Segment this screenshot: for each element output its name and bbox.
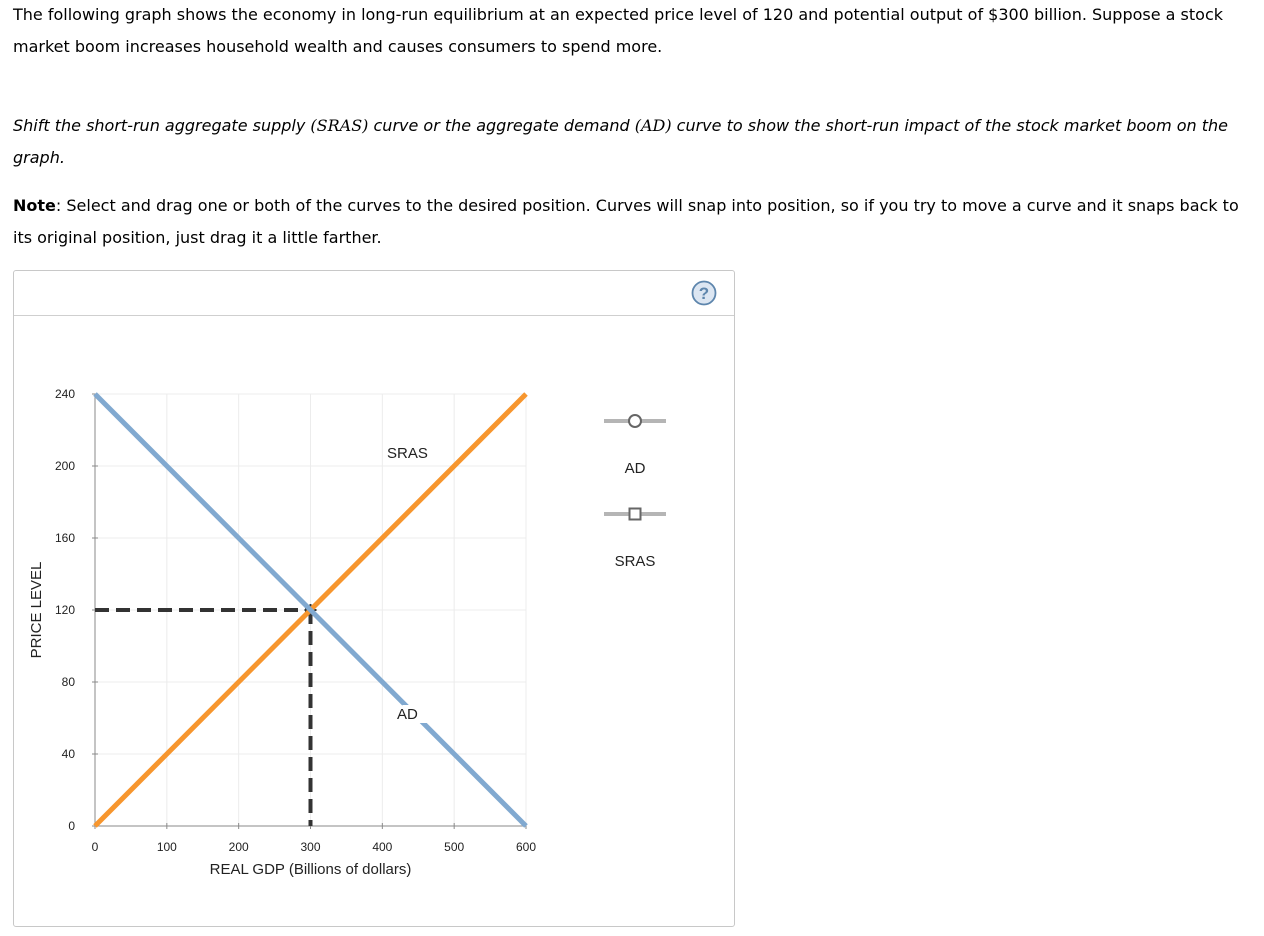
instruction-part-2: curve or the aggregate demand <box>368 116 635 135</box>
x-axis-title: REAL GDP (Billions of dollars) <box>209 861 412 878</box>
instruction-ad-abbrev: (AD) <box>634 116 672 135</box>
y-tick-label: 200 <box>54 459 75 473</box>
ad-curve-label: AD <box>397 706 418 723</box>
note-paragraph <box>13 190 1248 254</box>
instruction-part-3: curve to show the short-run impact of the stock market boom on the graph. <box>13 116 1229 167</box>
y-tick-label: 120 <box>54 603 75 617</box>
note-text: : Select and drag one or both of the curves to the desired position. Curves will snap into position, so if you try to move a curve and it snaps back to its original position, just drag it a little farther. <box>13 196 1239 247</box>
instruction-sras-abbrev: (SRAS) <box>310 116 369 135</box>
svg-text:?: ? <box>698 284 710 303</box>
graph-panel <box>13 270 735 927</box>
x-tick-label: 500 <box>444 840 465 854</box>
x-tick-label: 100 <box>156 840 177 854</box>
question-instruction <box>13 110 1248 174</box>
y-axis-title: PRICE LEVEL <box>28 561 45 659</box>
x-tick-label: 300 <box>300 840 321 854</box>
x-tick-label: 200 <box>228 840 249 854</box>
y-tick-label: 40 <box>61 747 75 761</box>
y-tick-label: 160 <box>54 531 75 545</box>
y-tick-label: 80 <box>61 675 75 689</box>
y-tick-label: 240 <box>54 387 75 401</box>
legend-ad-circle-marker[interactable] <box>629 415 641 427</box>
sras-curve-label: SRAS <box>387 445 428 462</box>
legend-sras-square-marker[interactable] <box>630 509 641 520</box>
y-tick-label: 0 <box>68 819 75 833</box>
x-tick-label: 0 <box>91 840 99 854</box>
aggregate-supply-demand-chart <box>14 271 734 926</box>
instruction-part-1: Shift the short-run aggregate supply <box>13 116 311 135</box>
legend-ad-label: AD <box>624 460 646 477</box>
x-tick-label: 400 <box>372 840 393 854</box>
question-intro: The following graph shows the economy in long-run equilibrium at an expected price level of 120 and potential output of $300 billion. Suppose a stock market boom increases household wealth and causes consumers to spend more. <box>13 5 1224 56</box>
note-label: Note <box>13 196 56 215</box>
x-tick-label: 600 <box>515 840 537 854</box>
legend-sras-label: SRAS <box>614 553 656 570</box>
